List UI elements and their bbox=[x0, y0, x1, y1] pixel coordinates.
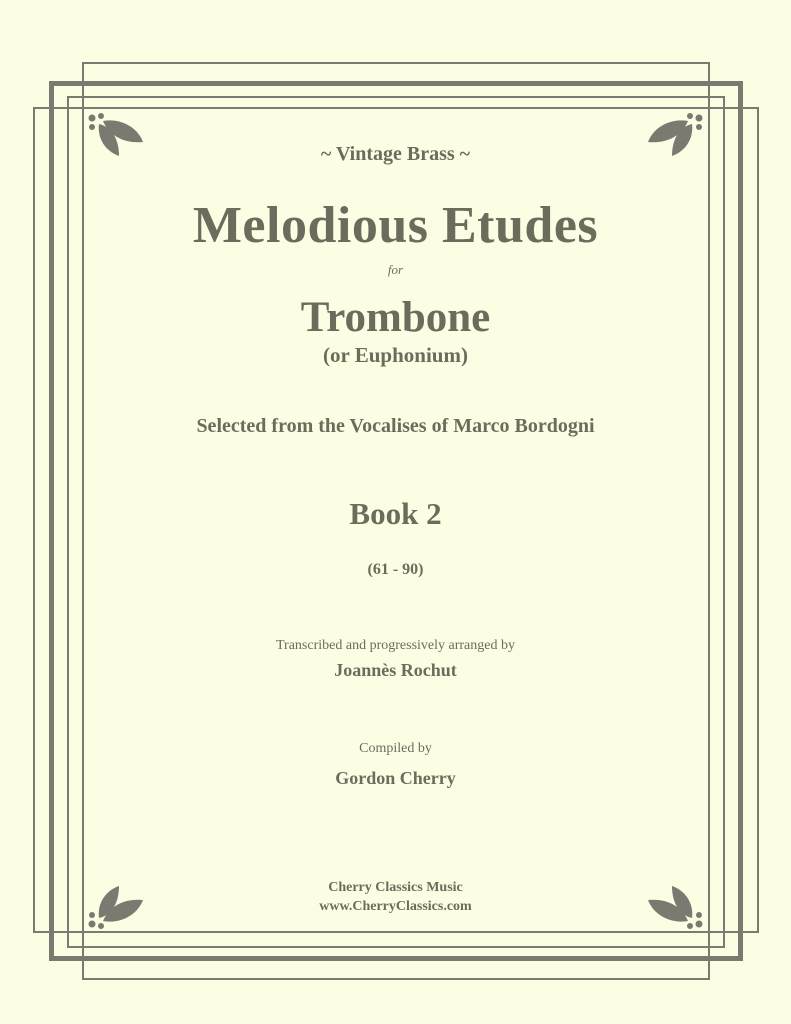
publisher-name: Cherry Classics Music bbox=[328, 880, 463, 895]
for-label: for bbox=[387, 262, 404, 277]
publisher-website: www.CherryClassics.com bbox=[319, 899, 472, 914]
series-name: ~ Vintage Brass ~ bbox=[320, 143, 471, 165]
compiler-name: Gordon Cherry bbox=[335, 768, 456, 788]
arranger-label: Transcribed and progressively arranged by bbox=[276, 638, 515, 653]
etude-range: (61 - 90) bbox=[367, 561, 424, 578]
instrument-name: Trombone bbox=[300, 294, 491, 341]
compiler-label: Compiled by bbox=[359, 741, 432, 756]
arranger-name: Joannès Rochut bbox=[334, 660, 457, 680]
source-credit: Selected from the Vocalises of Marco Bordogni bbox=[196, 415, 595, 437]
book-number: Book 2 bbox=[349, 496, 442, 531]
alternate-instrument: (or Euphonium) bbox=[323, 343, 468, 367]
book-title: Melodious Etudes bbox=[192, 197, 599, 254]
